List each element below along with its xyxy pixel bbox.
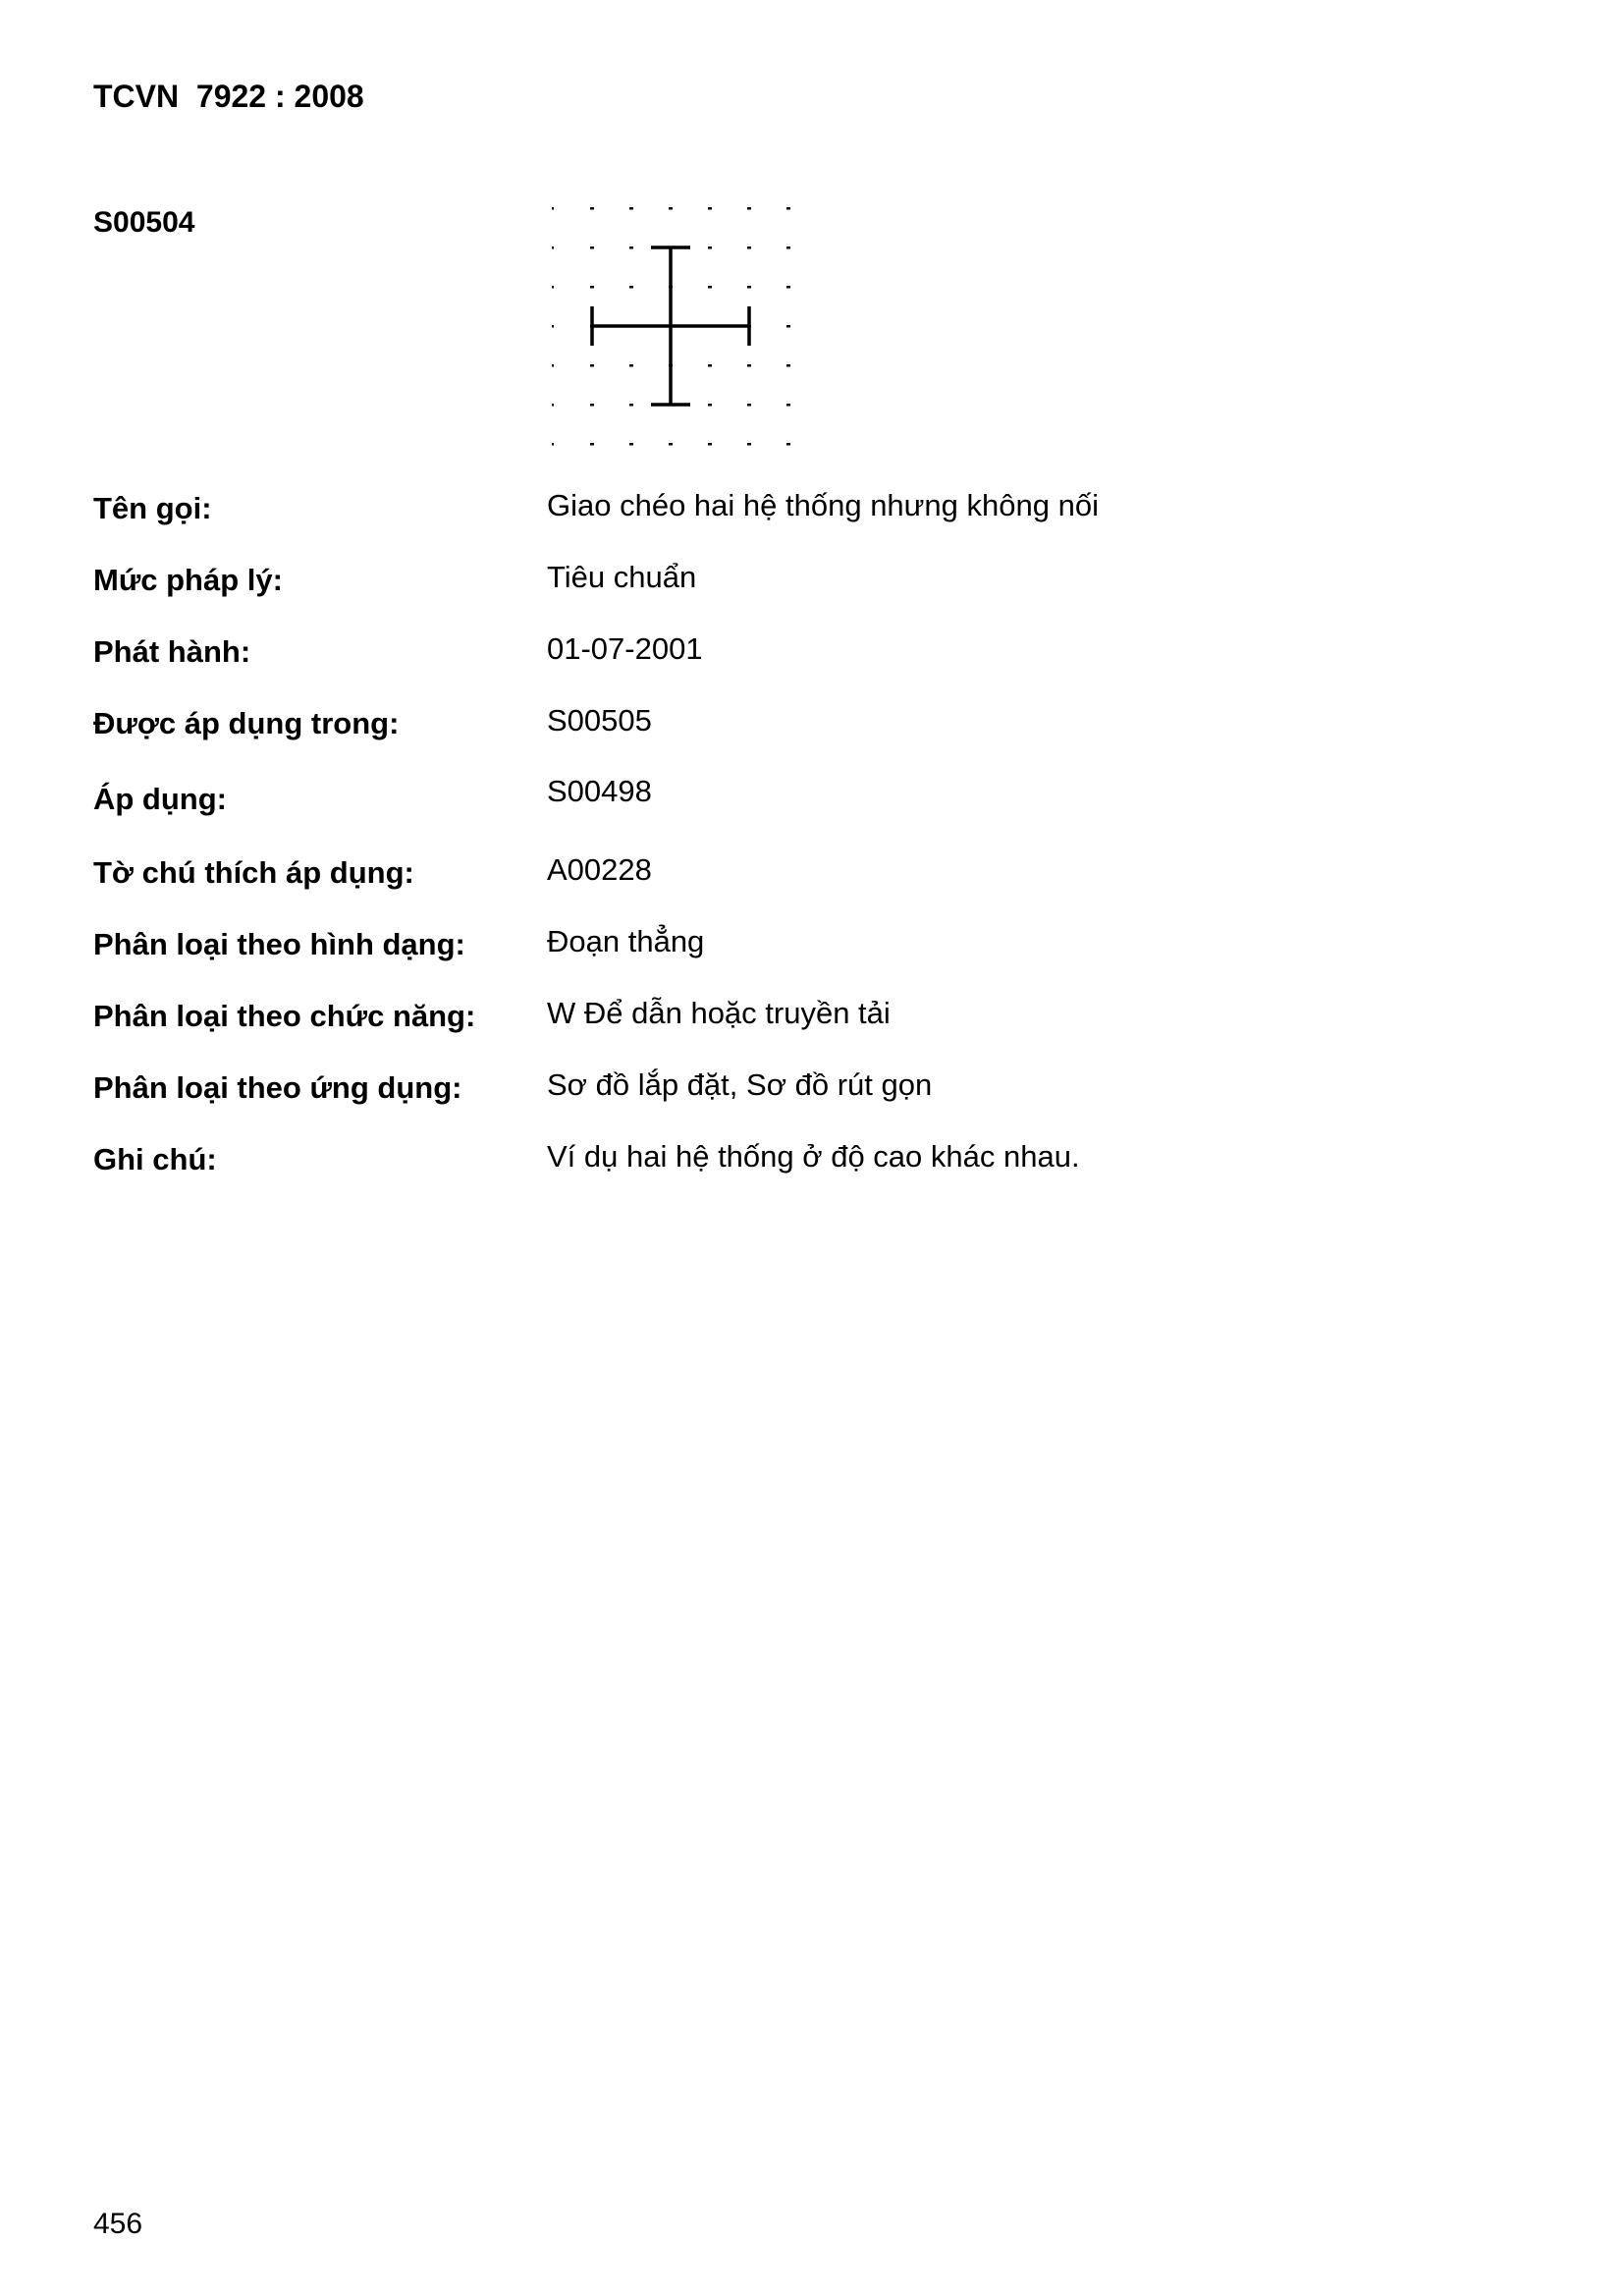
- grid-dot: [552, 286, 554, 289]
- property-row-issued: [93, 631, 1468, 678]
- grid-dot: [590, 443, 594, 446]
- grid-dot: [552, 404, 554, 407]
- grid-dot: [629, 404, 633, 407]
- property-row-name: [93, 488, 1468, 534]
- property-value: Tiêu chuẩn: [547, 560, 697, 594]
- grid-dot: [708, 443, 712, 446]
- standard-title: TCVN 7922 : 2008: [93, 79, 364, 114]
- property-label: Phân loại theo chức năng:: [93, 999, 476, 1033]
- grid-dot: [629, 246, 633, 249]
- property-value: Ví dụ hai hệ thống ở độ cao khác nhau.: [547, 1139, 1080, 1174]
- grid-dot: [786, 246, 790, 249]
- grid-dot: [629, 286, 633, 289]
- grid-dot: [552, 207, 554, 210]
- property-row-applied-in: [93, 703, 1468, 749]
- grid-dot: [786, 443, 790, 446]
- crossing-not-connected-symbol-icon: [535, 196, 810, 452]
- property-value: Giao chéo hai hệ thống nhưng không nối: [547, 488, 1099, 522]
- grid-dot: [786, 207, 790, 210]
- grid-dot: [786, 404, 790, 407]
- grid-dot: [786, 325, 790, 328]
- grid-dot: [747, 207, 751, 210]
- property-row-legal-level: [93, 560, 1468, 606]
- grid-dot: [747, 246, 751, 249]
- grid-dot: [747, 364, 751, 367]
- grid-dot: [629, 364, 633, 367]
- property-row-function-class: [93, 996, 1468, 1042]
- property-value: Đoạn thẳng: [547, 924, 705, 958]
- property-label: Được áp dụng trong:: [93, 706, 400, 740]
- grid-dot: [590, 246, 594, 249]
- property-value: Sơ đồ lắp đặt, Sơ đồ rút gọn: [547, 1067, 933, 1102]
- property-value: S00498: [547, 774, 652, 808]
- grid-dot: [629, 207, 633, 210]
- property-label: Tờ chú thích áp dụng:: [93, 855, 414, 890]
- property-label: Tên gọi:: [93, 491, 212, 525]
- grid-dot: [786, 364, 790, 367]
- property-value: W Để dẫn hoặc truyền tải: [547, 996, 891, 1030]
- page-number: 456: [93, 2208, 143, 2240]
- property-row-annotation-sheet: [93, 852, 1468, 899]
- property-value: A00228: [547, 852, 652, 887]
- property-row-applies: [93, 774, 1468, 825]
- property-row-note: [93, 1139, 1468, 1185]
- property-label: Phân loại theo hình dạng:: [93, 927, 465, 961]
- grid-dot: [786, 286, 790, 289]
- grid-dot: [708, 364, 712, 367]
- property-row-application-class: [93, 1067, 1468, 1114]
- grid-dot: [552, 443, 554, 446]
- grid-dot: [708, 286, 712, 289]
- property-label: Phân loại theo ứng dụng:: [93, 1070, 462, 1105]
- grid-dot: [590, 364, 594, 367]
- grid-dot: [590, 286, 594, 289]
- property-label: Phát hành:: [93, 634, 251, 669]
- grid-dot: [747, 443, 751, 446]
- symbol-code: S00504: [93, 206, 195, 239]
- property-label: Mức pháp lý:: [93, 563, 283, 597]
- grid-dot: [708, 246, 712, 249]
- grid-dot: [669, 443, 673, 446]
- grid-dot: [590, 207, 594, 210]
- grid-dot: [552, 364, 554, 367]
- property-label: Áp dụng:: [93, 782, 228, 816]
- grid-dot: [552, 325, 554, 328]
- property-value: S00505: [547, 703, 652, 738]
- grid-dot: [747, 404, 751, 407]
- property-label: Ghi chú:: [93, 1142, 217, 1176]
- grid-dot: [629, 443, 633, 446]
- grid-dot: [708, 404, 712, 407]
- property-row-shape-class: [93, 924, 1468, 970]
- property-value: 01-07-2001: [547, 631, 703, 666]
- grid-dot: [552, 246, 554, 249]
- grid-dot: [747, 286, 751, 289]
- grid-dot: [708, 207, 712, 210]
- grid-dot: [669, 207, 673, 210]
- grid-dot: [590, 404, 594, 407]
